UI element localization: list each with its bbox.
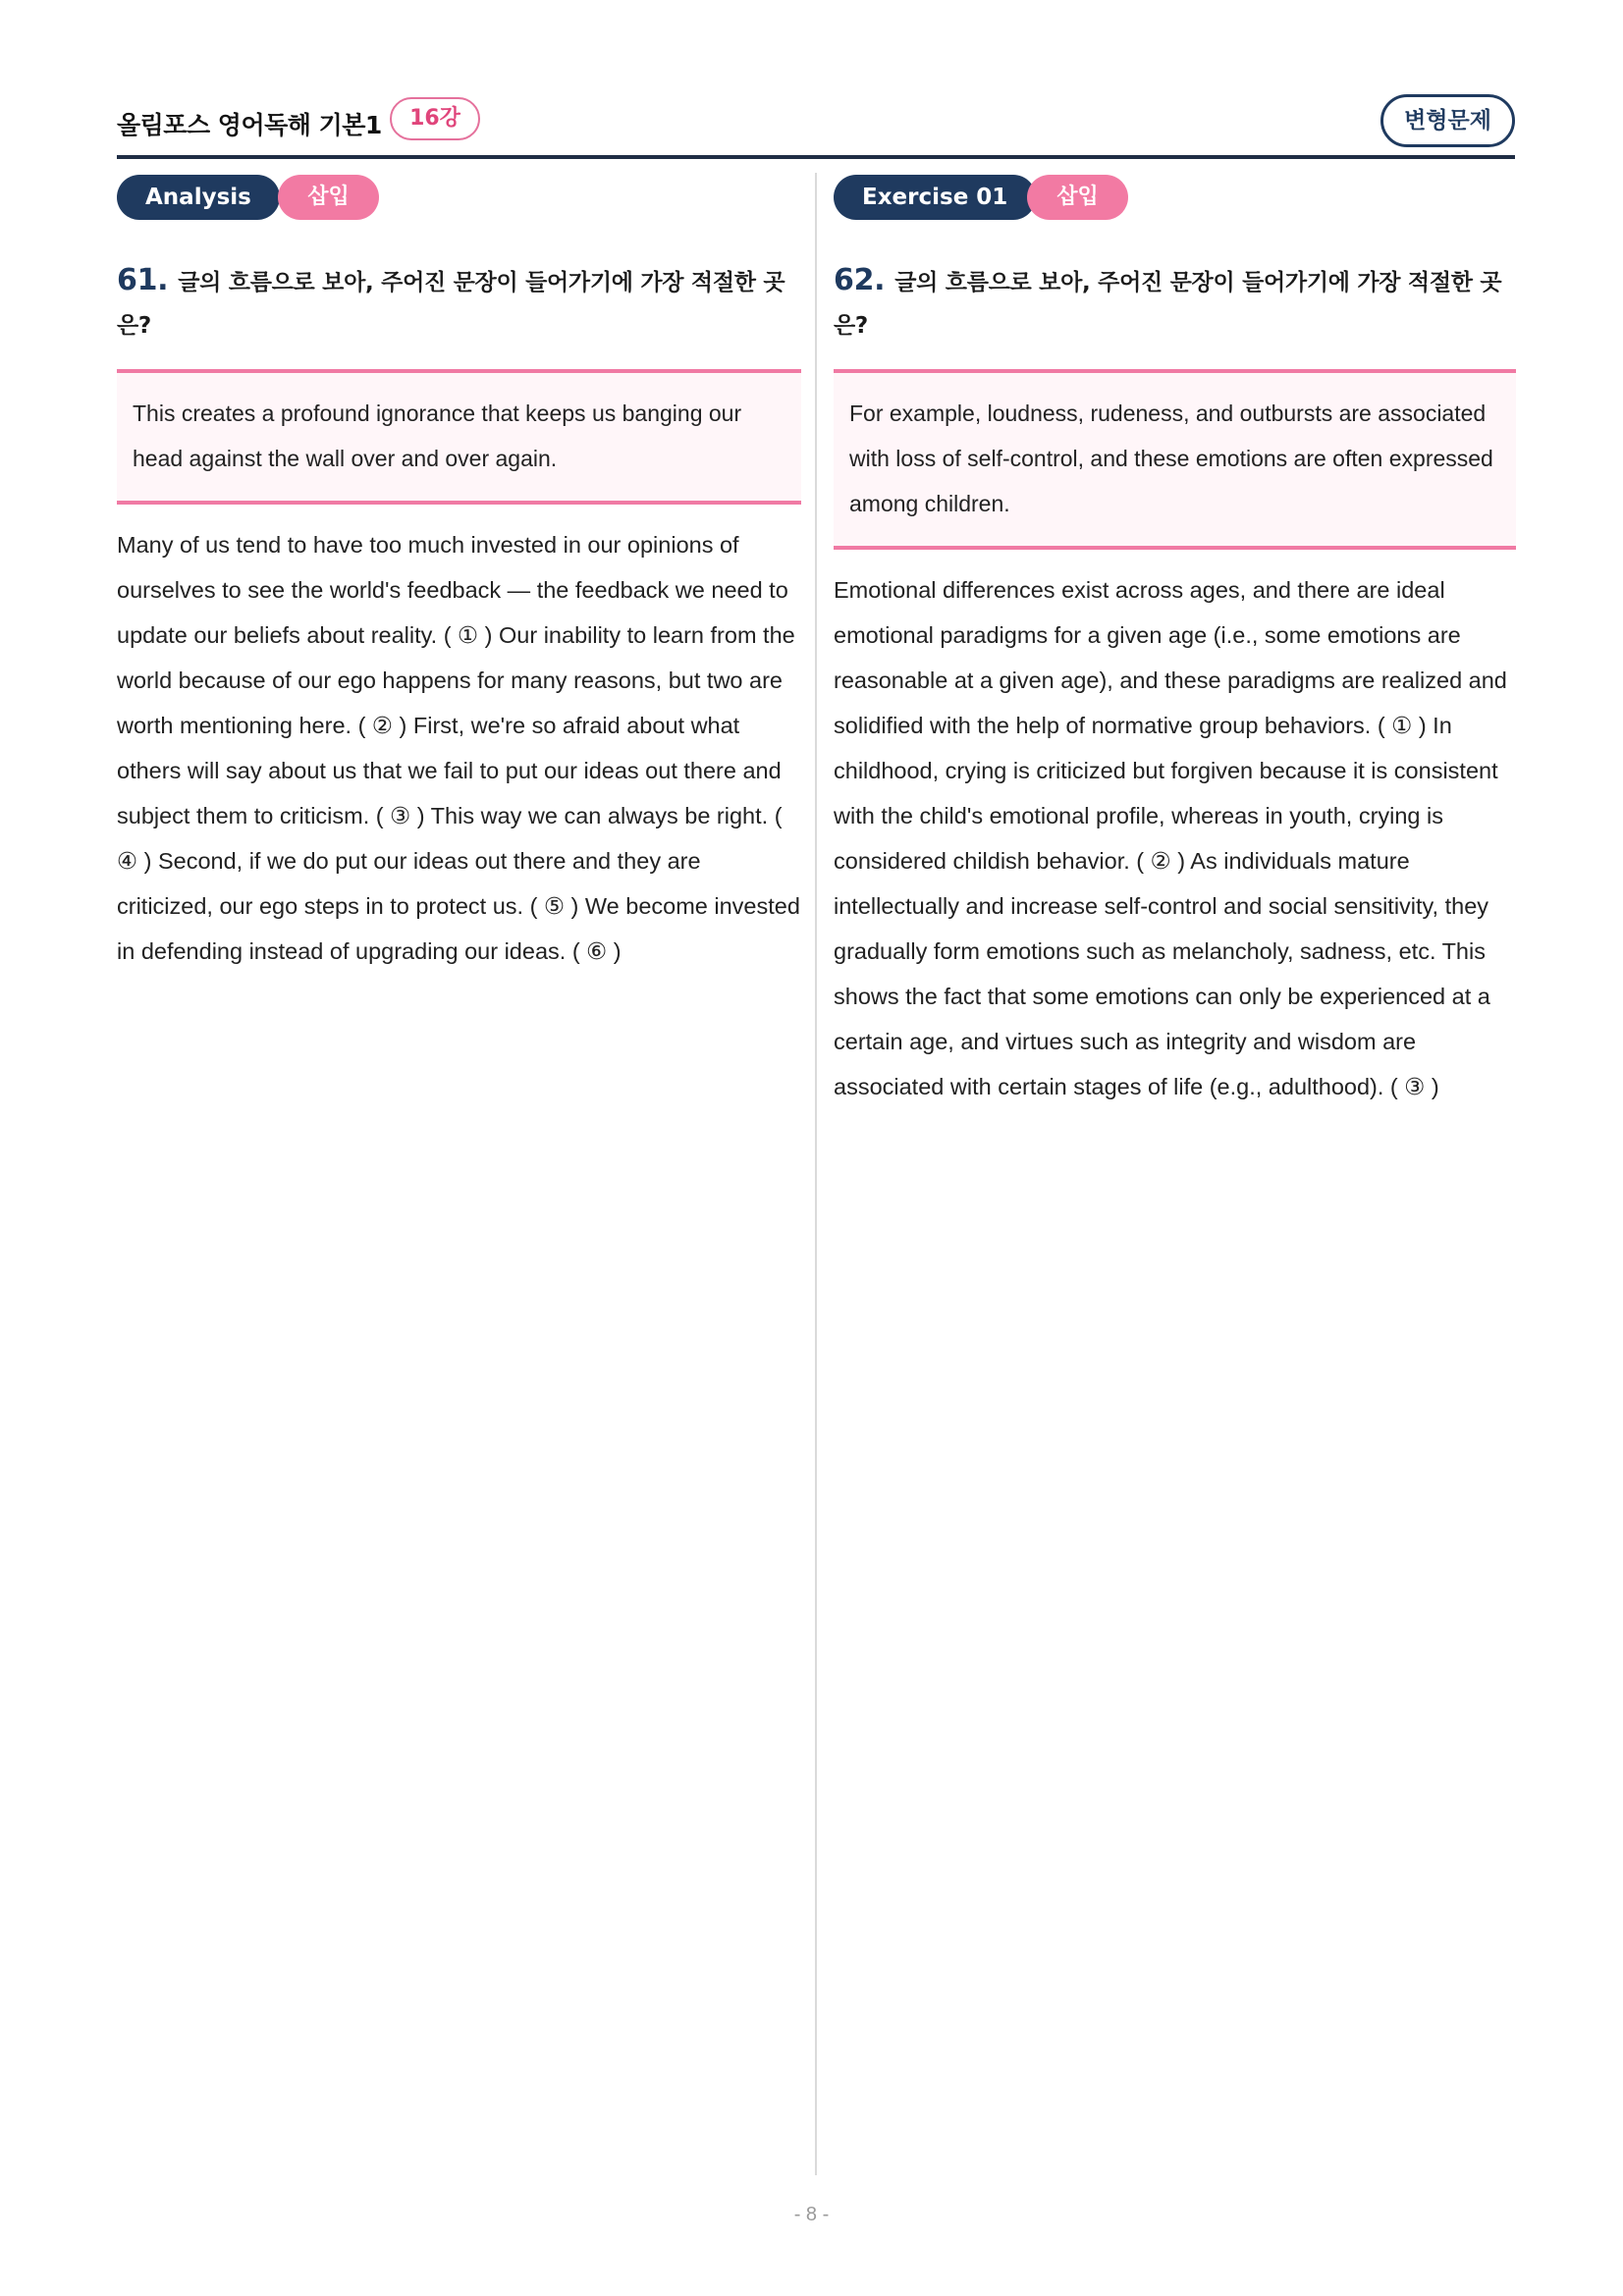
- question-prompt: [117, 259, 801, 347]
- page-number: - 8 -: [793, 2204, 830, 2225]
- question-type-badge: 변형문제: [1380, 94, 1515, 147]
- question-text: 글의 흐름으로 보아, 주어진 문장이 들어가기에 가장 적절한 곳은?: [834, 270, 1502, 339]
- left-column: [117, 173, 801, 974]
- category-tag: 삽입: [278, 175, 379, 220]
- right-column: [834, 173, 1516, 1109]
- right-tags: [834, 173, 1516, 222]
- section-tag: Exercise 01: [834, 175, 1036, 220]
- question-number: 61.: [117, 263, 169, 297]
- question-prompt: [834, 259, 1516, 347]
- lesson-badge: 16강: [390, 97, 480, 140]
- page-header: [117, 94, 1515, 151]
- category-tag: 삽입: [1027, 175, 1128, 220]
- given-sentence-box: For example, loudness, rudeness, and outbursts are associated with loss of self-control, and these emotions are often expressed among children.: [834, 369, 1516, 550]
- book-title: 올림포스 영어독해 기본1: [117, 111, 382, 139]
- left-tags: [117, 173, 801, 222]
- header-divider: [117, 155, 1515, 159]
- section-tag: Analysis: [117, 175, 280, 220]
- passage-text: Emotional differences exist across ages, and there are ideal emotional paradigms for a given age (i.e., some emotions are reasonable at a given age), and these paradigms are realized and solidified with the help of normative group behaviors. ( ① ) In childhood, crying is criticized but forgiven because it is consistent with the child's emotional profile, whereas in youth, crying is considered childish behavior. ( ② ) As individuals mature intellectually and increase self-control and social sensitivity, they gradually form emotions such as melancholy, sadness, etc. This shows the fact that some emotions can only be experienced at a certain age, and virtues such as integrity and wisdom are associated with certain stages of life (e.g., adulthood). ( ③ ): [834, 577, 1507, 1099]
- question-number: 62.: [834, 263, 886, 297]
- question-text: 글의 흐름으로 보아, 주어진 문장이 들어가기에 가장 적절한 곳은?: [117, 270, 785, 339]
- column-divider: [815, 173, 817, 2175]
- passage-text: Many of us tend to have too much invested in our opinions of ourselves to see the world's feedback — the feedback we need to update our beliefs about reality. ( ① ) Our inability to learn from the world because of our ego happens for many reasons, but two are worth mentioning here. ( ② ) First, we're so afraid about what others will say about us that we fail to put our ideas out there and subject them to criticism. ( ③ ) This way we can always be right. ( ④ ) Second, if we do put our ideas out there and they are criticized, our ego steps in to protect us. ( ⑤ ) We become invested in defending instead of upgrading our ideas. ( ⑥ ): [117, 532, 800, 964]
- given-sentence-box: This creates a profound ignorance that keeps us banging our head against the wall over and over again.: [117, 369, 801, 505]
